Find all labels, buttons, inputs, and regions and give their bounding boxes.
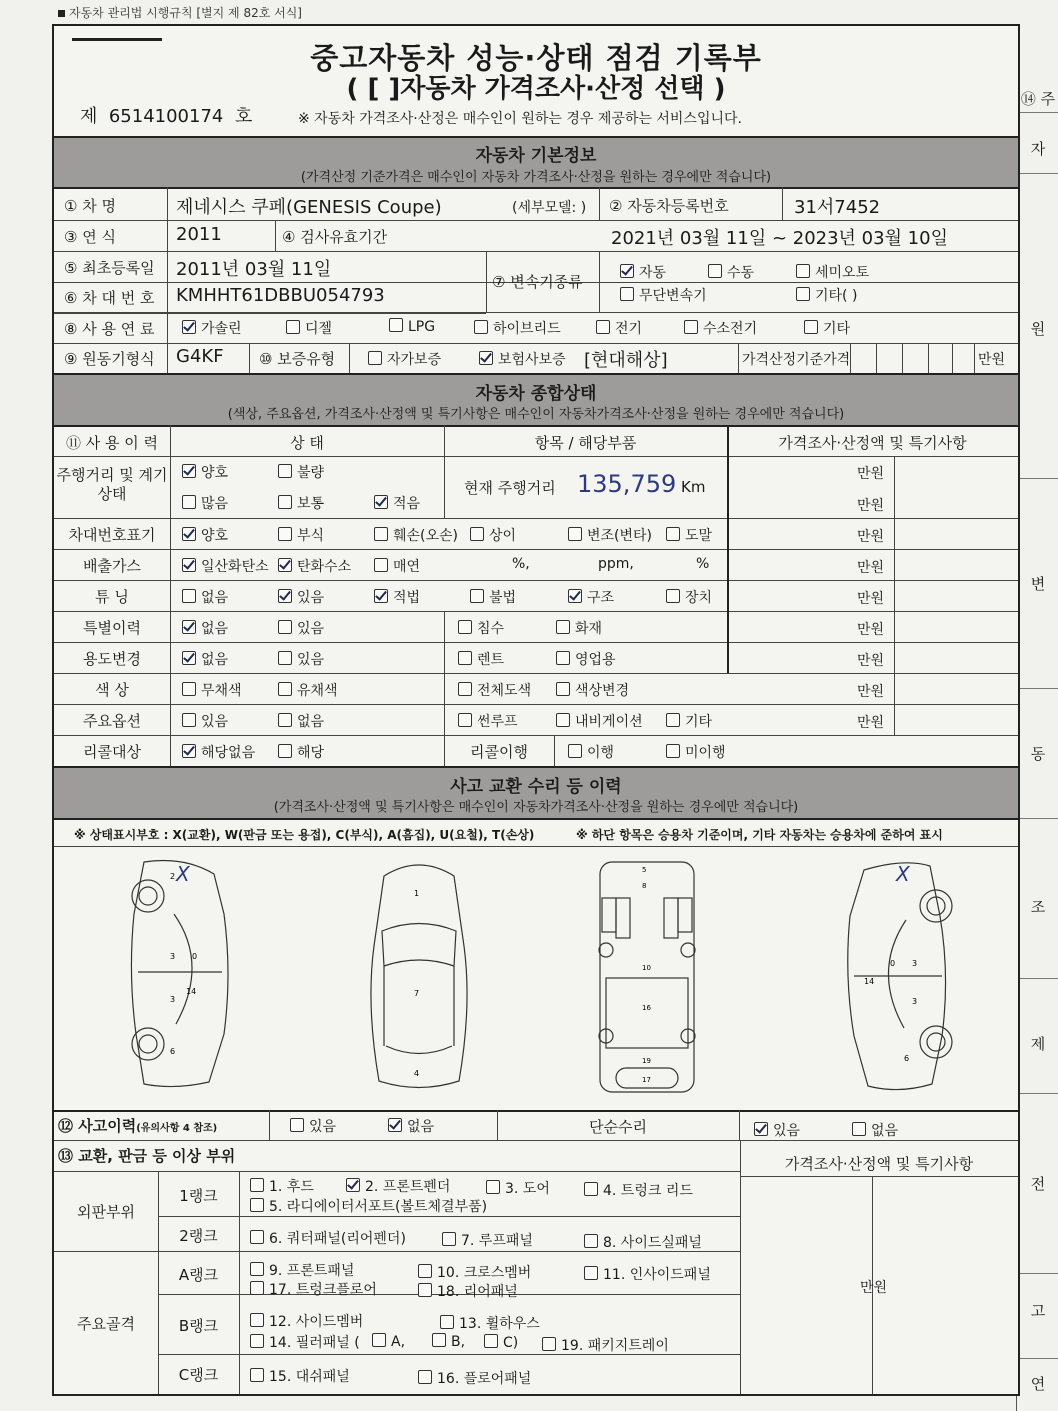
- price-unit: 만원: [857, 684, 885, 700]
- checkbox-icon: [458, 620, 472, 634]
- notice-text: ※ 자동차 가격조사·산정은 매수인이 원하는 경우 제공하는 서비스입니다.: [298, 111, 742, 127]
- part-side-member[interactable]: 12. 사이드멤버: [250, 1311, 363, 1331]
- checkbox-icon: [182, 713, 196, 727]
- reg-no-value: 31서7452: [794, 197, 881, 218]
- checkbox-icon: [182, 744, 196, 758]
- svg-text:2: 2: [170, 872, 176, 881]
- checkbox-icon: [278, 744, 292, 758]
- strip-item: 원: [1030, 320, 1046, 338]
- fuel-option-other[interactable]: 기타: [804, 318, 850, 338]
- trans-option-semi[interactable]: 세미오토: [796, 262, 869, 282]
- special-option-fire[interactable]: 화재: [556, 618, 602, 638]
- part-pillar-panel[interactable]: 14. 필러패널 (: [250, 1332, 360, 1352]
- checkbox-icon: [584, 1266, 598, 1280]
- status-code-legend: ※ 상태표시부호 : X(교환), W(판금 또는 용접), C(부식), A(흠집), U(요철), T(손상): [74, 828, 535, 842]
- options-option-yes[interactable]: 있음: [182, 711, 228, 731]
- special-history-label: 특별이력: [83, 619, 141, 637]
- main-options-label: 주요옵션: [83, 712, 141, 730]
- checkbox-icon: [852, 1122, 866, 1136]
- svg-text:6: 6: [170, 1047, 176, 1056]
- parts-price-col: 가격조사·산정액 및 특기사항: [784, 1155, 974, 1173]
- svg-text:16: 16: [642, 1004, 651, 1012]
- part-front-fender[interactable]: 2. 프론트펜더: [346, 1176, 450, 1196]
- inspection-label: ④ 검사유효기간: [282, 228, 388, 246]
- strip-item: 조: [1030, 898, 1046, 916]
- checkbox-icon: [418, 1283, 432, 1297]
- color-option-change[interactable]: 색상변경: [556, 680, 629, 700]
- special-option-yes[interactable]: 있음: [278, 618, 324, 638]
- checkbox-icon: [368, 351, 382, 365]
- parts-label: ⑬ 교환, 판금 등 이상 부위: [58, 1147, 236, 1165]
- price-unit: 만원: [857, 498, 885, 514]
- checkbox-icon: [278, 713, 292, 727]
- usage-change-option-commercial[interactable]: 영업용: [556, 649, 616, 669]
- checkbox-icon: [479, 351, 493, 365]
- part-radiator-support[interactable]: 5. 라디에이터서포트(볼트체결부품): [250, 1196, 487, 1216]
- part-wheel-house[interactable]: 13. 휠하우스: [440, 1313, 540, 1333]
- svg-text:17: 17: [642, 1076, 651, 1084]
- checkbox-icon: [182, 558, 196, 572]
- checkbox-icon: [250, 1281, 264, 1295]
- fuel-label: ⑧ 사 용 연 료: [64, 320, 155, 338]
- svg-text:3: 3: [912, 959, 918, 968]
- checkbox-icon: [389, 318, 403, 332]
- strip-item: ⑭ 주: [1020, 90, 1056, 108]
- color-label: 색 상: [95, 681, 129, 699]
- color-option-achromatic[interactable]: 무채색: [182, 680, 242, 700]
- part-hood[interactable]: 1. 후드: [250, 1176, 314, 1196]
- special-option-none[interactable]: 없음: [182, 618, 228, 638]
- engine-label: ⑨ 원동기형식: [64, 350, 155, 368]
- strip-item: 자: [1030, 140, 1046, 158]
- accident-history-yes[interactable]: 있음: [290, 1116, 336, 1136]
- fuel-option-lpg[interactable]: LPG: [389, 318, 435, 335]
- tuning-option-device[interactable]: 장치: [666, 587, 712, 607]
- car-top-view-diagram: [354, 856, 484, 1096]
- checkbox-icon: [278, 464, 292, 478]
- checkbox-icon: [388, 1118, 402, 1132]
- checkbox-icon: [374, 589, 388, 603]
- mileage-option-high[interactable]: 많음: [182, 493, 228, 513]
- part-pillar-b[interactable]: B,: [432, 1333, 465, 1350]
- vin-mark-option-different[interactable]: 상이: [470, 525, 516, 545]
- checkbox-icon: [458, 713, 472, 727]
- recall-done-option-notdone[interactable]: 미이행: [666, 742, 726, 762]
- checkbox-icon: [474, 320, 488, 334]
- checkbox-icon: [278, 620, 292, 634]
- accident-note: (가격조사·산정액 및 특기사항은 매수인이 자동차가격조사·산정을 원하는 경우에만 적습니다): [273, 800, 799, 815]
- checkbox-icon: [568, 744, 582, 758]
- trans-option-other[interactable]: 기타( ): [796, 285, 857, 305]
- mark-right-fender: X: [896, 862, 910, 886]
- car-left-side-diagram: [114, 854, 254, 1094]
- recall-option-na[interactable]: 해당없음: [182, 742, 255, 762]
- part-cross-member[interactable]: 10. 크로스멤버: [418, 1262, 531, 1282]
- checkbox-icon: [278, 589, 292, 603]
- mark-left-fender: X: [176, 862, 190, 886]
- price-unit: 만원: [857, 560, 885, 576]
- rank-2-label: 2랭크: [179, 1227, 218, 1245]
- emission-option-hc[interactable]: 탄화수소: [278, 556, 351, 576]
- svg-text:1: 1: [414, 889, 420, 898]
- checkbox-icon: [796, 287, 810, 301]
- recall-done-label: 리콜이행: [470, 743, 528, 761]
- checkbox-icon: [182, 495, 196, 509]
- year-label: ③ 연 식: [64, 228, 116, 246]
- vin-mark-option-rust[interactable]: 부식: [278, 525, 324, 545]
- warranty-option-self[interactable]: 자가보증: [368, 349, 441, 369]
- checkbox-icon: [278, 558, 292, 572]
- checkbox-icon: [486, 1180, 500, 1194]
- car-name-value: 제네시스 쿠페(GENESIS Coupe): [176, 197, 442, 218]
- part-roof-panel[interactable]: 7. 루프패널: [442, 1230, 533, 1250]
- simple-repair-no[interactable]: 없음: [852, 1120, 898, 1140]
- svg-text:14: 14: [186, 987, 197, 996]
- checkbox-icon: [484, 1334, 498, 1348]
- checkbox-icon: [290, 1118, 304, 1132]
- svg-text:6: 6: [904, 1054, 910, 1063]
- part-inside-panel[interactable]: 11. 인사이드패널: [584, 1264, 711, 1284]
- checkbox-icon: [542, 1337, 556, 1351]
- part-trunk-lid[interactable]: 4. 트렁크 리드: [584, 1180, 693, 1200]
- base-price-unit: 만원: [978, 352, 1006, 368]
- checkbox-icon: [596, 320, 610, 334]
- next-page-strip: [1016, 28, 1058, 1411]
- parts-price-unit: 만원: [860, 1280, 888, 1296]
- warranty-label: ⑩ 보증유형: [259, 350, 336, 368]
- emission-unit-percent: %,: [512, 556, 530, 572]
- detail-model-label: (세부모델: ): [512, 200, 587, 216]
- legend-note: ※ 하단 항목은 승용차 기준이며, 기타 자동차는 승용차에 준하여 표시: [576, 828, 943, 842]
- vin-mark-option-damaged[interactable]: 훼손(오손): [374, 525, 458, 545]
- checkbox-icon: [418, 1370, 432, 1384]
- warranty-option-insurer[interactable]: 보험사보증: [479, 349, 566, 369]
- checkbox-icon: [666, 589, 680, 603]
- tuning-label: 튜 닝: [95, 588, 129, 606]
- part-package-tray[interactable]: 19. 패키지트레이: [542, 1335, 669, 1355]
- checkbox-icon: [286, 320, 300, 334]
- recall-option-yes[interactable]: 해당: [278, 742, 324, 762]
- options-option-no[interactable]: 없음: [278, 711, 324, 731]
- price-unit: 만원: [857, 529, 885, 545]
- checkbox-icon: [708, 264, 722, 278]
- accident-history-no[interactable]: 없음: [388, 1116, 434, 1136]
- usage-col-header: ⑪ 사 용 이 력: [65, 434, 159, 452]
- checkbox-icon: [182, 320, 196, 334]
- svg-text:8: 8: [642, 882, 647, 890]
- main-frame-label: 주요골격: [77, 1315, 135, 1333]
- svg-text:3: 3: [170, 995, 176, 1004]
- part-pillar-a[interactable]: A,: [372, 1333, 405, 1350]
- svg-text:3: 3: [912, 997, 918, 1006]
- color-option-repaint[interactable]: 전체도색: [458, 680, 531, 700]
- tuning-option-structure[interactable]: 구조: [568, 587, 614, 607]
- mileage-unit: Km: [681, 478, 706, 496]
- recall-label: 리콜대상: [83, 743, 141, 761]
- svg-text:14: 14: [864, 977, 875, 986]
- checkbox-icon: [666, 744, 680, 758]
- fuel-option-diesel[interactable]: 디젤: [286, 318, 332, 338]
- usage-change-label: 용도변경: [83, 650, 141, 668]
- rank-b-label: B랭크: [178, 1317, 219, 1335]
- fuel-option-hydrogen[interactable]: 수소전기: [684, 318, 757, 338]
- rank-c-label: C랭크: [178, 1366, 219, 1384]
- vin-mark-option-good[interactable]: 양호: [182, 525, 228, 545]
- tuning-option-illegal[interactable]: 불법: [470, 587, 516, 607]
- svg-text:7: 7: [414, 989, 420, 998]
- checkbox-icon: [458, 682, 472, 696]
- svg-text:4: 4: [414, 1069, 420, 1078]
- price-unit: 만원: [857, 466, 885, 482]
- checkbox-icon: [250, 1368, 264, 1382]
- checkbox-icon: [250, 1230, 264, 1244]
- overall-title: 자동차 종합상태: [475, 384, 597, 404]
- accident-history-label: ⑫ 사고이력(유의사항 4 참조): [58, 1117, 218, 1135]
- checkbox-icon: [620, 264, 634, 278]
- state-col-header: 상 태: [290, 434, 324, 452]
- trans-option-cvt[interactable]: 무단변속기: [620, 285, 707, 305]
- overall-note: (색상, 주요옵션, 가격조사·산정액 및 특기사항은 매수인이 자동차가격조사·산정을 원하는 경우에만 적습니다): [227, 407, 845, 422]
- price-unit: 만원: [857, 622, 885, 638]
- checkbox-icon: [440, 1315, 454, 1329]
- checkbox-icon: [556, 651, 570, 665]
- options-option-other[interactable]: 기타: [666, 711, 712, 731]
- regulation-note: 자동차 관리법 시행규칙 [별지 제 82호 서식]: [58, 4, 302, 21]
- strip-item: 고: [1030, 1302, 1046, 1320]
- tuning-option-none[interactable]: 없음: [182, 587, 228, 607]
- tuning-option-legal[interactable]: 적법: [374, 587, 420, 607]
- checkbox-icon: [278, 527, 292, 541]
- recall-done-option-done[interactable]: 이행: [568, 742, 614, 762]
- checkbox-icon: [470, 527, 484, 541]
- checkbox-icon: [182, 620, 196, 634]
- price-col-header: 가격조사·산정액 및 특기사항: [778, 434, 967, 452]
- accident-title: 사고 교환 수리 등 이력: [450, 777, 622, 797]
- part-trunk-floor[interactable]: 17. 트렁크플로어: [250, 1279, 377, 1299]
- checkbox-icon: [250, 1198, 264, 1212]
- trans-option-manual[interactable]: 수동: [708, 262, 754, 282]
- simple-repair-yes[interactable]: 있음: [754, 1120, 800, 1140]
- checkbox-icon: [278, 682, 292, 696]
- tuning-option-yes[interactable]: 있음: [278, 587, 324, 607]
- mileage-option-normal[interactable]: 보통: [278, 493, 324, 513]
- mileage-label: 주행거리 및 계기상태: [56, 466, 168, 503]
- basic-info-note: (가격산정 기준가격은 매수인이 자동차 가격조사·산정을 원하는 경우에만 적습니다): [300, 170, 772, 185]
- checkbox-icon: [684, 320, 698, 334]
- checkbox-icon: [278, 495, 292, 509]
- svg-text:10: 10: [642, 964, 651, 972]
- svg-text:5: 5: [642, 866, 647, 874]
- checkbox-icon: [278, 651, 292, 665]
- vin-mark-option-altered[interactable]: 변조(변타): [568, 525, 652, 545]
- checkbox-icon: [250, 1313, 264, 1327]
- special-option-flood[interactable]: 침수: [458, 618, 504, 638]
- warranty-company: [현대해상]: [584, 350, 668, 371]
- fuel-option-hybrid[interactable]: 하이브리드: [474, 318, 561, 338]
- usage-change-option-rent[interactable]: 렌트: [458, 649, 504, 669]
- usage-change-option-none[interactable]: 없음: [182, 649, 228, 669]
- checkbox-icon: [250, 1262, 264, 1276]
- part-pillar-c[interactable]: C): [484, 1334, 518, 1351]
- checkbox-icon: [620, 287, 634, 301]
- checkbox-icon: [442, 1232, 456, 1246]
- part-side-sill-panel[interactable]: 8. 사이드실패널: [584, 1232, 702, 1252]
- svg-text:3: 3: [170, 952, 176, 961]
- checkbox-icon: [556, 713, 570, 727]
- outer-panel-label: 외판부위: [77, 1203, 135, 1221]
- strip-item: 연: [1030, 1375, 1046, 1393]
- reg-no-label: ② 자동차등록번호: [609, 197, 729, 215]
- vin-label: ⑥ 차 대 번 호: [64, 289, 155, 307]
- engine-value: G4KF: [176, 346, 224, 367]
- simple-repair-label: 단순수리: [589, 1118, 647, 1136]
- part-door[interactable]: 3. 도어: [486, 1178, 550, 1198]
- checkbox-icon: [374, 527, 388, 541]
- checkbox-icon: [666, 527, 680, 541]
- part-front-panel[interactable]: 9. 프론트패널: [250, 1260, 354, 1280]
- checkbox-icon: [374, 558, 388, 572]
- checkbox-icon: [568, 527, 582, 541]
- mileage-option-bad[interactable]: 불량: [278, 462, 324, 482]
- checkbox-icon: [182, 651, 196, 665]
- base-price-label: 가격산정기준가격: [742, 352, 851, 368]
- checkbox-icon: [584, 1234, 598, 1248]
- car-frame-diagram: [592, 858, 702, 1098]
- inspection-form: [52, 24, 1020, 1396]
- checkbox-icon: [432, 1333, 446, 1347]
- vin-value: KMHHT61DBBU054793: [176, 285, 385, 306]
- checkbox-icon: [250, 1334, 264, 1348]
- part-floor-panel[interactable]: 16. 플로어패널: [418, 1368, 531, 1388]
- checkbox-icon: [346, 1178, 360, 1192]
- price-unit: 만원: [857, 715, 885, 731]
- part-quarter-panel[interactable]: 6. 쿼터패널(리어펜더): [250, 1228, 406, 1248]
- checkbox-icon: [556, 620, 570, 634]
- car-right-side-diagram: [824, 856, 964, 1096]
- checkbox-icon: [182, 682, 196, 696]
- emission-unit-ppm: ppm,: [598, 556, 634, 572]
- options-option-sunroof[interactable]: 썬루프: [458, 711, 518, 731]
- checkbox-icon: [568, 589, 582, 603]
- color-option-chromatic[interactable]: 유채색: [278, 680, 338, 700]
- rank-a-label: A랭크: [178, 1266, 219, 1284]
- vin-mark-label: 차대번호표기: [68, 526, 156, 544]
- strip-item: 동: [1030, 745, 1046, 763]
- year-value: 2011: [176, 224, 222, 245]
- usage-change-option-yes[interactable]: 있음: [278, 649, 324, 669]
- checkbox-icon: [470, 589, 484, 603]
- emission-option-co[interactable]: 일산화탄소: [182, 556, 269, 576]
- strip-item: 제: [1030, 1035, 1046, 1053]
- emission-unit-percent: %: [696, 556, 710, 572]
- strip-item: 전: [1030, 1175, 1046, 1193]
- form-subtitle: ( [ ]자동차 가격조사·산정 선택 ): [346, 74, 726, 104]
- checkbox-icon: [458, 651, 472, 665]
- inspection-period: 2021년 03월 11일 ~ 2023년 03월 10일: [611, 228, 948, 249]
- checkbox-icon: [804, 320, 818, 334]
- emission-label: 배출가스: [83, 557, 141, 575]
- checkbox-icon: [182, 464, 196, 478]
- strip-item: 변: [1030, 575, 1046, 593]
- trans-label: ⑦ 변속기종류: [492, 273, 583, 291]
- trans-option-auto[interactable]: 자동: [620, 262, 666, 282]
- current-mileage-label: 현재 주행거리: [464, 479, 556, 497]
- price-unit: 만원: [857, 591, 885, 607]
- checkbox-icon: [796, 264, 810, 278]
- current-mileage-value: 135,759: [577, 470, 677, 498]
- fuel-option-electric[interactable]: 전기: [596, 318, 642, 338]
- checkbox-icon: [250, 1178, 264, 1192]
- first-reg-label: ⑤ 최초등록일: [64, 259, 155, 277]
- svg-text:0: 0: [192, 952, 198, 961]
- price-unit: 만원: [857, 653, 885, 669]
- checkbox-icon: [418, 1264, 432, 1278]
- mileage-option-low[interactable]: 적음: [374, 493, 420, 513]
- car-name-label: ① 차 명: [64, 197, 116, 215]
- form-title: 중고자동차 성능·상태 점검 기록부: [310, 41, 762, 75]
- first-reg-value: 2011년 03월 11일: [176, 259, 332, 280]
- item-col-header: 항목 / 해당부품: [534, 434, 637, 452]
- rank-1-label: 1랭크: [179, 1187, 218, 1205]
- checkbox-icon: [182, 527, 196, 541]
- checkbox-icon: [374, 495, 388, 509]
- checkbox-icon: [754, 1122, 768, 1136]
- checkbox-icon: [666, 713, 680, 727]
- vin-mark-option-smeared[interactable]: 도말: [666, 525, 712, 545]
- checkbox-icon: [182, 589, 196, 603]
- basic-info-title: 자동차 기본정보: [475, 146, 597, 166]
- checkbox-icon: [372, 1333, 386, 1347]
- part-rear-panel[interactable]: 18. 리어패널: [418, 1281, 518, 1301]
- svg-text:19: 19: [642, 1057, 651, 1065]
- options-option-navigation[interactable]: 내비게이션: [556, 711, 643, 731]
- svg-text:0: 0: [890, 959, 896, 968]
- checkbox-icon: [584, 1182, 598, 1196]
- emission-option-smoke[interactable]: 매연: [374, 556, 420, 576]
- part-dash-panel[interactable]: 15. 대쉬패널: [250, 1366, 350, 1386]
- doc-number: 제 6514100174 호: [80, 106, 253, 127]
- fuel-option-gasoline[interactable]: 가솔린: [182, 318, 242, 338]
- mileage-option-good[interactable]: 양호: [182, 462, 228, 482]
- checkbox-icon: [556, 682, 570, 696]
